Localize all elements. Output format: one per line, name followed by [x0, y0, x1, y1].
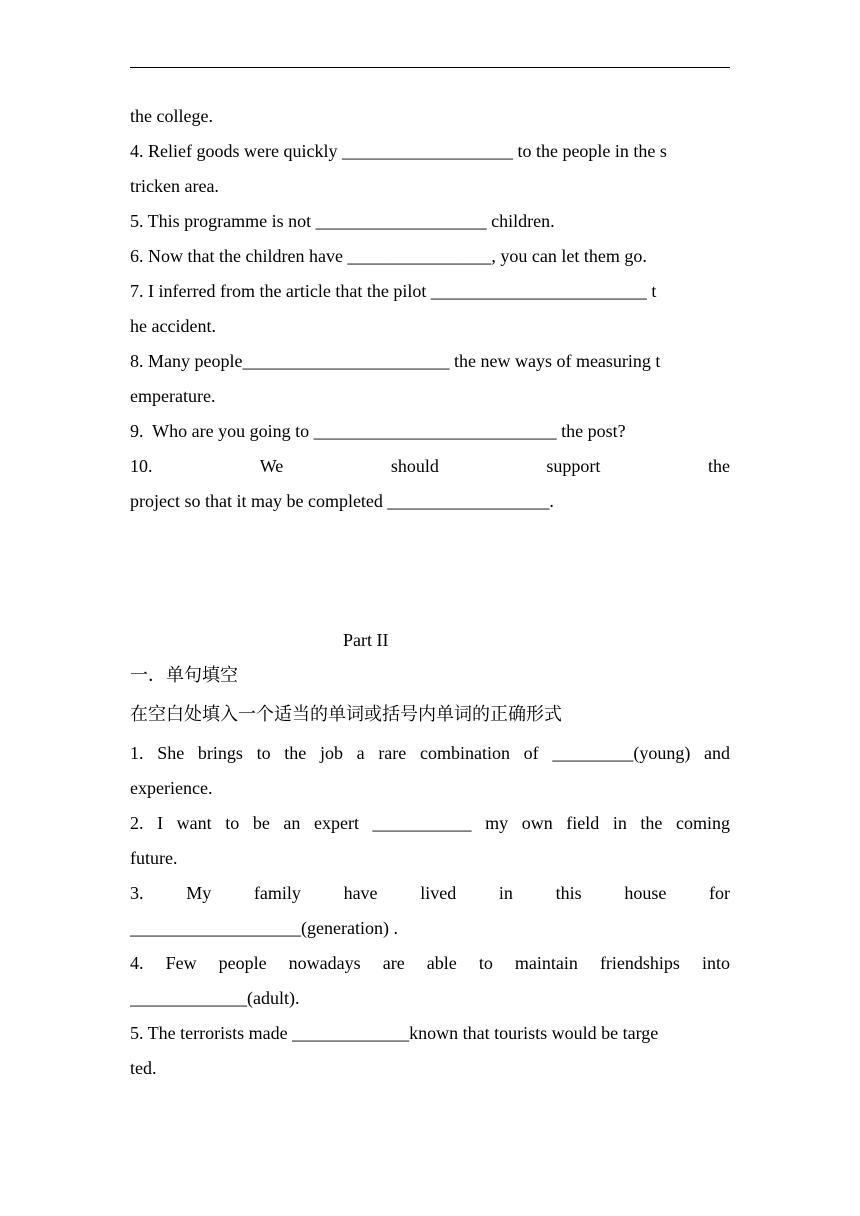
p2-question-3-line-2: ___________________(generation) . [130, 918, 398, 938]
p2-question-1-line-1: 1. She brings to the job a rare combination of _________(young) and [130, 743, 730, 763]
p2-question-2-line-1: 2. I want to be an expert ___________ my own field in the coming [130, 813, 730, 833]
text-line: the college. [130, 106, 213, 126]
question-7-line-2: he accident. [130, 316, 216, 336]
question-7-line-1: 7. I inferred from the article that the pilot ________________________ t [130, 281, 657, 301]
p2-question-2-line-2: future. [130, 848, 178, 868]
question-4-line-2: tricken area. [130, 176, 219, 196]
question-5: 5. This programme is not ___________________ children. [130, 211, 555, 231]
instruction-text: 在空白处填入一个适当的单词或括号内单词的正确形式 [130, 704, 562, 725]
question-10-line-1: 10. We should support the [130, 456, 730, 476]
question-6: 6. Now that the children have ________________, you can let them go. [130, 246, 647, 266]
question-10-line-2: project so that it may be completed __________________. [130, 491, 554, 511]
p2-question-1-line-2: experience. [130, 778, 213, 798]
part-title: Part II [343, 630, 389, 650]
p2-question-4-line-2: _____________(adult). [130, 988, 300, 1008]
p2-question-5-line-2: ted. [130, 1058, 157, 1078]
header-rule [130, 67, 730, 68]
section-heading: 一．单句填空 [130, 665, 238, 686]
question-4-line-1: 4. Relief goods were quickly ___________________ to the people in the s [130, 141, 667, 161]
question-8-line-2: emperature. [130, 386, 216, 406]
question-8-line-1: 8. Many people_______________________ the new ways of measuring t [130, 351, 661, 371]
p2-question-5-line-1: 5. The terrorists made _____________known that tourists would be targe [130, 1023, 659, 1043]
question-9: 9. Who are you going to ___________________________ the post? [130, 421, 626, 441]
p2-question-4-line-1: 4. Few people nowadays are able to maintain friendships into [130, 953, 730, 973]
p2-question-3-line-1: 3. My family have lived in this house for [130, 883, 730, 903]
